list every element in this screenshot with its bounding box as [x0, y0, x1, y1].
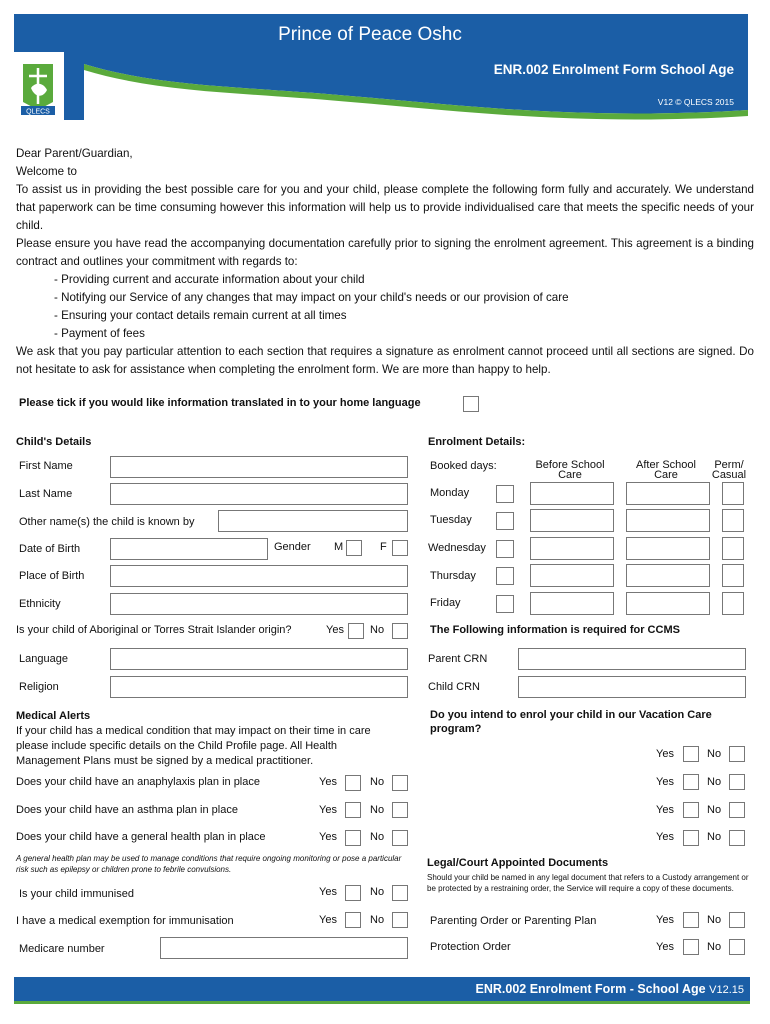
friday-perm-casual-field[interactable] [722, 592, 744, 615]
day-label-wednesday: Wednesday [428, 542, 486, 554]
translate-label: Please tick if you would like information translated in to your home language [19, 397, 421, 409]
qlecs-logo [17, 58, 59, 116]
protection-order-no-checkbox[interactable] [729, 939, 745, 955]
logo-text: QLECS [26, 108, 50, 116]
thursday-after-school-field[interactable] [626, 564, 710, 587]
tuesday-checkbox[interactable] [496, 512, 514, 530]
vacation-yes-label-1: Yes [656, 748, 674, 760]
legal-documents-heading: Legal/Court Appointed Documents [427, 857, 609, 869]
anaphylaxis-label: Does your child have an anaphylaxis plan in place [16, 776, 260, 788]
vacation-care-question: Do you intend to enrol your child in our Vacation Care program? [430, 709, 712, 735]
page-title: Prince of Peace Oshc [278, 24, 462, 45]
immunised-no-label: No [370, 886, 385, 898]
dob-label: Date of Birth [19, 543, 81, 555]
ccms-heading: The Following information is required for CCMS [430, 624, 680, 636]
parent-crn-label: Parent CRN [428, 653, 488, 665]
footer-accent [14, 1001, 750, 1004]
day-label-tuesday: Tuesday [430, 514, 472, 526]
legal-documents-text: Should your child be named in any legal document that refers to a Custody arrangement or be protected by a restraining order, the Service will require a copy of these documents. [427, 873, 749, 893]
asthma-no-label: No [370, 804, 385, 816]
day-label-friday: Friday [430, 597, 461, 609]
vacation-yes-label-4: Yes [656, 831, 674, 843]
wednesday-before-school-field[interactable] [530, 537, 614, 560]
atsi-yes-label: Yes [326, 624, 344, 636]
commitment-list [16, 271, 754, 343]
general-plan-note: A general health plan may be used to manage conditions that require ongoing monitoring or pose a particular risk such as epilepsy or children prone to febrile convulsions. [16, 854, 402, 874]
gender-m-checkbox[interactable] [346, 540, 362, 556]
religion-label: Religion [19, 681, 59, 693]
atsi-label: Is your child of Aboriginal or Torres Strait Islander origin? [16, 624, 292, 636]
anaphylaxis-no-label: No [370, 776, 385, 788]
vacation-yes-checkbox-4[interactable] [683, 830, 699, 846]
thursday-checkbox[interactable] [496, 567, 514, 585]
day-label-thursday: Thursday [430, 570, 476, 582]
parenting-order-yes-label: Yes [656, 914, 674, 926]
intro-letter [16, 145, 754, 379]
medicare-field[interactable] [160, 937, 408, 959]
language-label: Language [19, 653, 68, 665]
last-name-label: Last Name [19, 488, 73, 500]
form-version: V12 © QLECS 2015 [657, 97, 734, 107]
anaphylaxis-yes-checkbox[interactable] [345, 775, 361, 791]
general-plan-label: Does your child have a general health plan in place [16, 831, 266, 843]
tuesday-perm-casual-field[interactable] [722, 509, 744, 532]
monday-after-school-field[interactable] [626, 482, 710, 505]
monday-checkbox[interactable] [496, 485, 514, 503]
general-plan-no-label: No [370, 831, 385, 843]
immunised-label: Is your child immunised [19, 888, 134, 900]
list-item: - Payment of fees [68, 325, 754, 343]
thursday-perm-casual-field[interactable] [722, 564, 744, 587]
vacation-no-checkbox-1[interactable] [729, 746, 745, 762]
other-names-label: Other name(s) the child is known by [19, 516, 195, 528]
vacation-no-label-3: No [707, 804, 722, 816]
wednesday-after-school-field[interactable] [626, 537, 710, 560]
monday-before-school-field[interactable] [530, 482, 614, 505]
vacation-no-label-4: No [707, 831, 722, 843]
footer-bar [14, 977, 750, 1003]
dob-field[interactable] [110, 538, 268, 560]
place-of-birth-field[interactable] [110, 565, 408, 587]
wednesday-perm-casual-field[interactable] [722, 537, 744, 560]
vacation-no-checkbox-3[interactable] [729, 802, 745, 818]
vacation-no-label-1: No [707, 748, 722, 760]
friday-before-school-field[interactable] [530, 592, 614, 615]
vacation-no-label-2: No [707, 776, 722, 788]
asthma-no-checkbox[interactable] [392, 802, 408, 818]
greeting: Dear Parent/Guardian, [16, 147, 133, 160]
protection-order-label: Protection Order [430, 941, 511, 953]
vacation-no-checkbox-4[interactable] [729, 830, 745, 846]
general-plan-no-checkbox[interactable] [392, 830, 408, 846]
child-crn-field[interactable] [518, 676, 746, 698]
parent-crn-field[interactable] [518, 648, 746, 670]
ethnicity-label: Ethnicity [19, 598, 61, 610]
medicare-label: Medicare number [19, 943, 105, 955]
thursday-before-school-field[interactable] [530, 564, 614, 587]
vacation-yes-checkbox-1[interactable] [683, 746, 699, 762]
parenting-order-no-checkbox[interactable] [729, 912, 745, 928]
protection-order-no-label: No [707, 941, 722, 953]
asthma-yes-label: Yes [319, 804, 337, 816]
footer-version: V12.15 [709, 984, 744, 996]
protection-order-yes-label: Yes [656, 941, 674, 953]
first-name-field[interactable] [110, 456, 408, 478]
parenting-order-no-label: No [707, 914, 722, 926]
asthma-label: Does your child have an asthma plan in place [16, 804, 238, 816]
last-name-field[interactable] [110, 483, 408, 505]
anaphylaxis-yes-label: Yes [319, 776, 337, 788]
enrolment-details-heading: Enrolment Details: [428, 436, 526, 448]
language-field[interactable] [110, 648, 408, 670]
tuesday-before-school-field[interactable] [530, 509, 614, 532]
translate-checkbox[interactable] [463, 396, 479, 412]
perm-casual-header: Perm/ Casual [711, 459, 747, 481]
child-details-heading: Child's Details [16, 436, 92, 448]
gender-f-label: F [380, 541, 387, 553]
after-school-care-header: After School Care [636, 459, 696, 481]
vacation-yes-checkbox-3[interactable] [683, 802, 699, 818]
medical-alerts-heading: Medical Alerts [16, 710, 91, 722]
vacation-no-checkbox-2[interactable] [729, 774, 745, 790]
ethnicity-field[interactable] [110, 593, 408, 615]
day-label-monday: Monday [430, 487, 470, 499]
intro-paragraph-2: Please ensure you have read the accompanying documentation carefully prior to signing the enrolment agreement. This agreement is a binding contract and outlines your commitment with regards to: [16, 237, 754, 268]
exemption-no-checkbox[interactable] [392, 912, 408, 928]
exemption-no-label: No [370, 914, 385, 926]
list-item: - Providing current and accurate information about your child [68, 271, 754, 289]
gender-f-checkbox[interactable] [392, 540, 408, 556]
anaphylaxis-no-checkbox[interactable] [392, 775, 408, 791]
protection-order-yes-checkbox[interactable] [683, 939, 699, 955]
general-plan-yes-checkbox[interactable] [345, 830, 361, 846]
booked-days-label: Booked days: [430, 460, 497, 472]
other-names-field[interactable] [218, 510, 408, 532]
place-of-birth-label: Place of Birth [19, 570, 85, 582]
atsi-yes-checkbox[interactable] [348, 623, 364, 639]
intro-paragraph-1: To assist us in providing the best possible care for you and your child, please complete the following form fully and accurately. We understand that paperwork can be time consuming however this information will help us to provide individualised care that meets the specific needs of your child. [16, 183, 754, 232]
tuesday-after-school-field[interactable] [626, 509, 710, 532]
general-plan-yes-label: Yes [319, 831, 337, 843]
list-item: - Notifying our Service of any changes that may impact on your child's needs or our provision of care [68, 289, 754, 307]
form-subtitle: ENR.002 Enrolment Form School Age [493, 62, 734, 77]
immunised-no-checkbox[interactable] [392, 885, 408, 901]
immunised-yes-label: Yes [319, 886, 337, 898]
parenting-order-label: Parenting Order or Parenting Plan [430, 915, 597, 927]
list-item: - Ensuring your contact details remain current at all times [68, 307, 754, 325]
exemption-label: I have a medical exemption for immunisation [16, 915, 234, 927]
gender-label: Gender [274, 541, 311, 553]
atsi-no-label: No [370, 624, 385, 636]
exemption-yes-checkbox[interactable] [345, 912, 361, 928]
parenting-order-yes-checkbox[interactable] [683, 912, 699, 928]
footer-text: ENR.002 Enrolment Form - School Age [475, 982, 706, 996]
exemption-yes-label: Yes [319, 914, 337, 926]
welcome: Welcome to [16, 165, 77, 178]
immunised-yes-checkbox[interactable] [345, 885, 361, 901]
friday-after-school-field[interactable] [626, 592, 710, 615]
religion-field[interactable] [110, 676, 408, 698]
friday-checkbox[interactable] [496, 595, 514, 613]
intro-paragraph-3: We ask that you pay particular attention to each section that requires a signature as enrolment cannot proceed until all sections are signed. Do not hesitate to ask for assistance when completing the enrolment form. We are more than happy to help. [16, 345, 754, 376]
gender-m-label: M [334, 541, 344, 553]
first-name-label: First Name [19, 460, 73, 472]
before-school-care-header: Before School Care [535, 459, 605, 481]
vacation-yes-label-3: Yes [656, 804, 674, 816]
medical-intro: If your child has a medical condition that may impact on their time in care please include specific details on the Child Profile page. All Health Management Plans must be signed by a medical practitioner. [16, 725, 371, 767]
vacation-yes-checkbox-2[interactable] [683, 774, 699, 790]
monday-perm-casual-field[interactable] [722, 482, 744, 505]
vacation-yes-label-2: Yes [656, 776, 674, 788]
wednesday-checkbox[interactable] [496, 540, 514, 558]
child-crn-label: Child CRN [428, 681, 480, 693]
asthma-yes-checkbox[interactable] [345, 802, 361, 818]
atsi-no-checkbox[interactable] [392, 623, 408, 639]
